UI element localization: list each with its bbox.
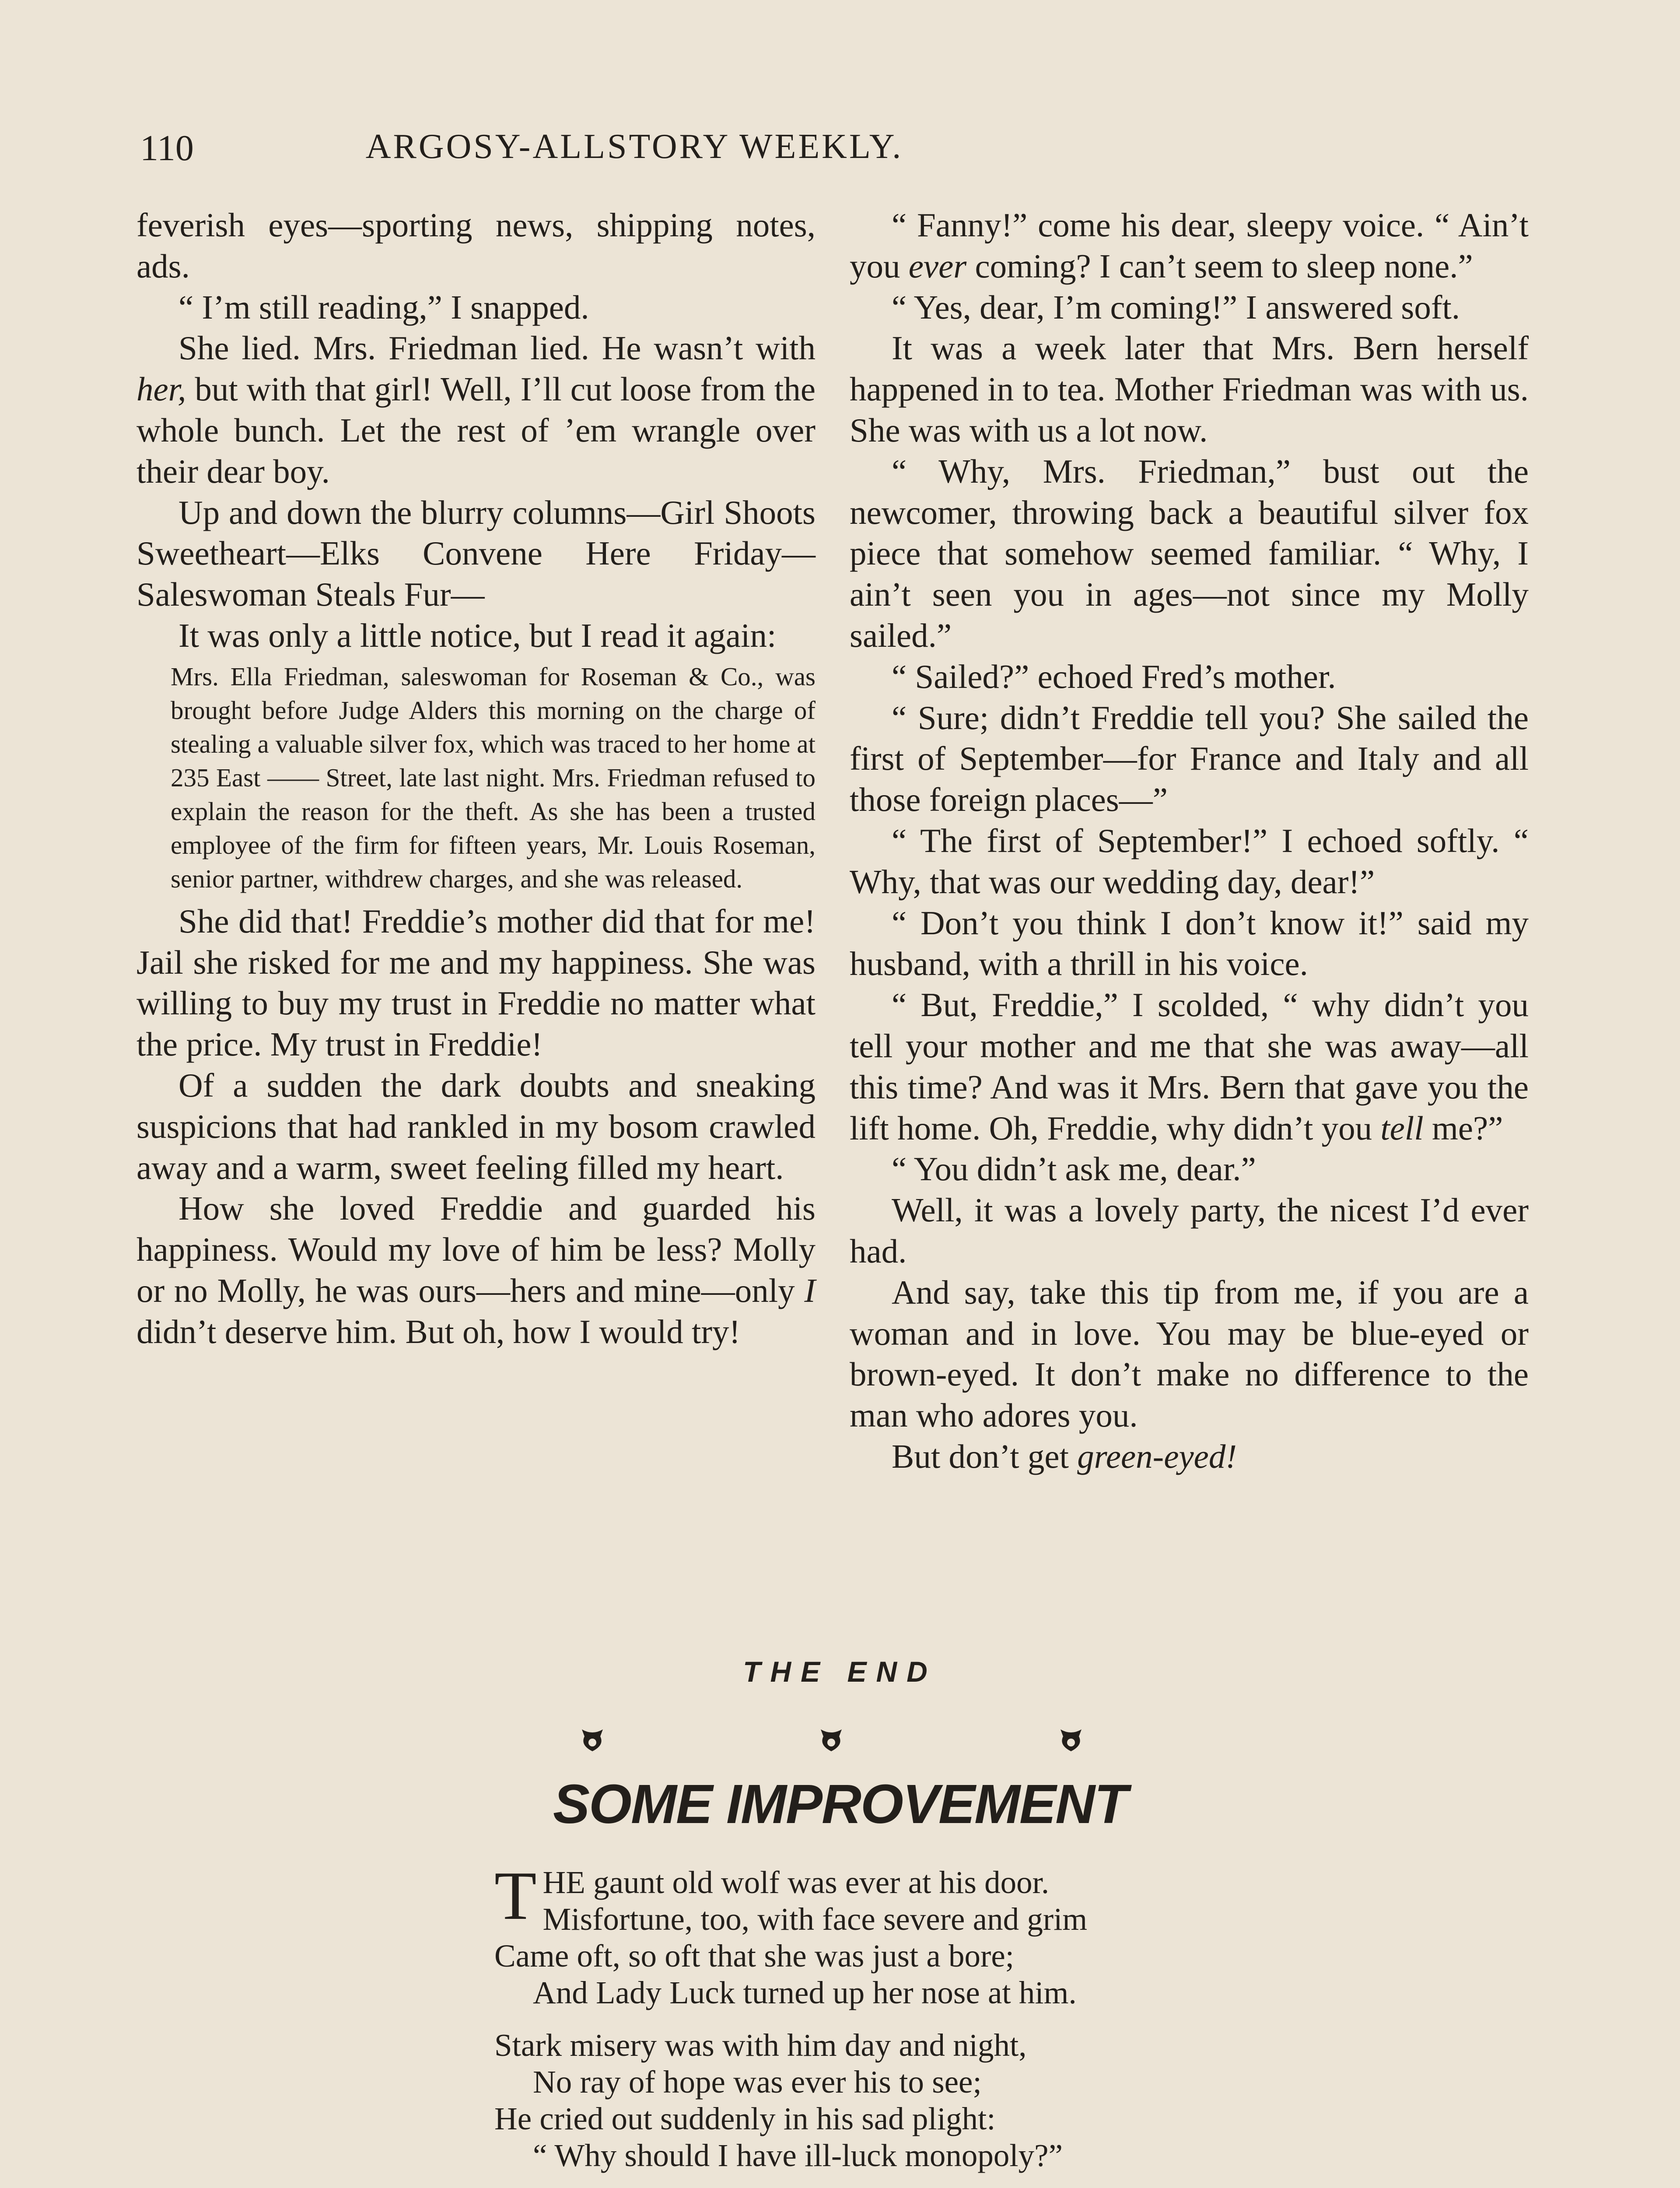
paragraph: And say, take this tip from me, if you are a woman and in love. You may be blue-eyed or brown-eyed. It don’t make no difference to the man who adores you. (850, 1273, 1529, 1434)
paragraph: “ I’m still reading,” I snapped. (178, 288, 589, 326)
ornament-icon (580, 1728, 605, 1753)
poem-stanza (494, 2027, 1501, 2174)
poem-line: Misfortune, too, with face severe and grim (542, 1901, 1088, 1937)
ornament-icon (819, 1728, 844, 1753)
paragraph: “ Sure; didn’t Freddie tell you? She sailed the first of September—for France and Italy and all those foreign places—” (850, 698, 1529, 819)
paragraph: Up and down the blurry columns—Girl Shoots Sweetheart—Elks Convene Here Friday—Saleswoman Steals Fur— (136, 493, 816, 614)
paragraph (136, 328, 816, 492)
ornament-icon (1059, 1728, 1083, 1753)
paragraph: It was only a little notice, but I read it again: (178, 616, 777, 654)
paragraph: It was a week later that Mrs. Bern herself happened in to tea. Mother Friedman was with us. She was with us a lot now. (850, 329, 1529, 449)
paragraph: “ Yes, dear, I’m coming!” I answered soft. (892, 288, 1460, 326)
poem (494, 1858, 1501, 2188)
right-column (850, 205, 1529, 1477)
poem-line: Stark misery was with him day and night, (494, 2027, 1027, 2063)
running-head: ARGOSY-ALLSTORY WEEKLY. (365, 127, 903, 166)
poem-stanza (494, 1858, 1501, 2011)
text-run: “ Fanny!” come his dear, sleepy voice. “ Ain’t you (850, 206, 1529, 285)
paragraph: “ Why, Mrs. Friedman,” bust out the newcomer, throwing back a beautiful silver fox piece that somehow seemed familiar. “ Why, I ain’t seen you in ages—not since my Molly sailed.” (850, 452, 1529, 654)
text-run: “ But, Freddie,” I scolded, “ why didn’t you tell your mother and me that she was away—all this time? And was it Mrs. Bern that gave you the lift home. Oh, Freddie, why didn’t you (850, 986, 1529, 1147)
text-run: me?” (1423, 1109, 1503, 1147)
poem-line: And Lady Luck turned up her nose at him. (533, 1975, 1077, 2010)
left-column (136, 205, 816, 1353)
paragraph (850, 1436, 1529, 1477)
paragraph: Well, it was a lovely party, the nicest I’d ever had. (850, 1191, 1529, 1270)
poem-line: “ Why should I have ill-luck monopoly?” (533, 2138, 1063, 2173)
paragraph: feverish eyes—sporting news, shipping notes, ads. (136, 206, 816, 285)
paragraph: “ Sailed?” echoed Fred’s mother. (892, 657, 1336, 695)
paragraph: She did that! Freddie’s mother did that for me! Jail she risked for me and my happiness. She was willing to buy my trust in Freddie no matter what the price. My trust in Freddie! (136, 902, 816, 1063)
poem-line: No ray of hope was ever his to see; (533, 2064, 982, 2100)
paragraph (850, 985, 1529, 1149)
text-run: She lied. Mrs. Friedman lied. He wasn’t with (178, 329, 816, 367)
emphasis: green-eyed! (1077, 1437, 1237, 1475)
paragraph: “ Don’t you think I don’t know it!” said my husband, with a thrill in his voice. (850, 904, 1529, 983)
emphasis: tell (1380, 1109, 1424, 1147)
paragraph (850, 205, 1529, 287)
ornament-row (0, 1728, 1680, 1758)
paragraph: “ The first of September!” I echoed softly. “ Why, that was our wedding day, dear!” (850, 821, 1529, 901)
paragraph (136, 1188, 816, 1352)
poem-title: SOME IMPROVEMENT (553, 1773, 1127, 1835)
paragraph: “ You didn’t ask me, dear.” (892, 1150, 1256, 1188)
poem-line: HE gaunt old wolf was ever at his door. (542, 1865, 1050, 1900)
text-run: didn’t deserve him. But oh, how I would try! (136, 1312, 741, 1350)
poem-line: He cried out suddenly in his sad plight: (494, 2101, 996, 2136)
news-clipping-quote (136, 660, 816, 896)
poem-line: Came oft, so oft that she was just a bore; (494, 1938, 1015, 1974)
drop-cap: T (494, 1858, 537, 1934)
text-run: but with that girl! Well, I’ll cut loose from the whole bunch. Let the rest of ’em wrangle over their dear boy. (136, 370, 816, 490)
emphasis: ever (908, 247, 967, 285)
the-end-label: THE END (743, 1655, 937, 1688)
text-run: coming? I can’t seem to sleep none.” (966, 247, 1473, 285)
quote-text: Mrs. Ella Friedman, saleswoman for Roseman & Co., was brought before Judge Alders this morning on the charge of stealing a valuable silver fox, which was traced to her home at 235 East —— Street, late last night. Mrs. Friedman refused to explain the reason for the theft. As she has been a trusted employee of the firm for fifteen years, Mr. Louis Roseman, senior partner, withdrew charges, and she was released. (171, 662, 816, 893)
text-run: How she loved Freddie and guarded his happiness. Would my love of him be less? Molly or no Molly, he was ours—hers and mine—only (136, 1189, 816, 1309)
paragraph: Of a sudden the dark doubts and sneaking suspicions that had rankled in my bosom crawled away and a warm, sweet feeling filled my heart. (136, 1066, 816, 1186)
emphasis: her, (136, 370, 186, 408)
page-number: 110 (140, 128, 194, 168)
emphasis: I (804, 1271, 816, 1309)
text-run: But don’t get (892, 1437, 1078, 1475)
page-header (140, 127, 1129, 175)
